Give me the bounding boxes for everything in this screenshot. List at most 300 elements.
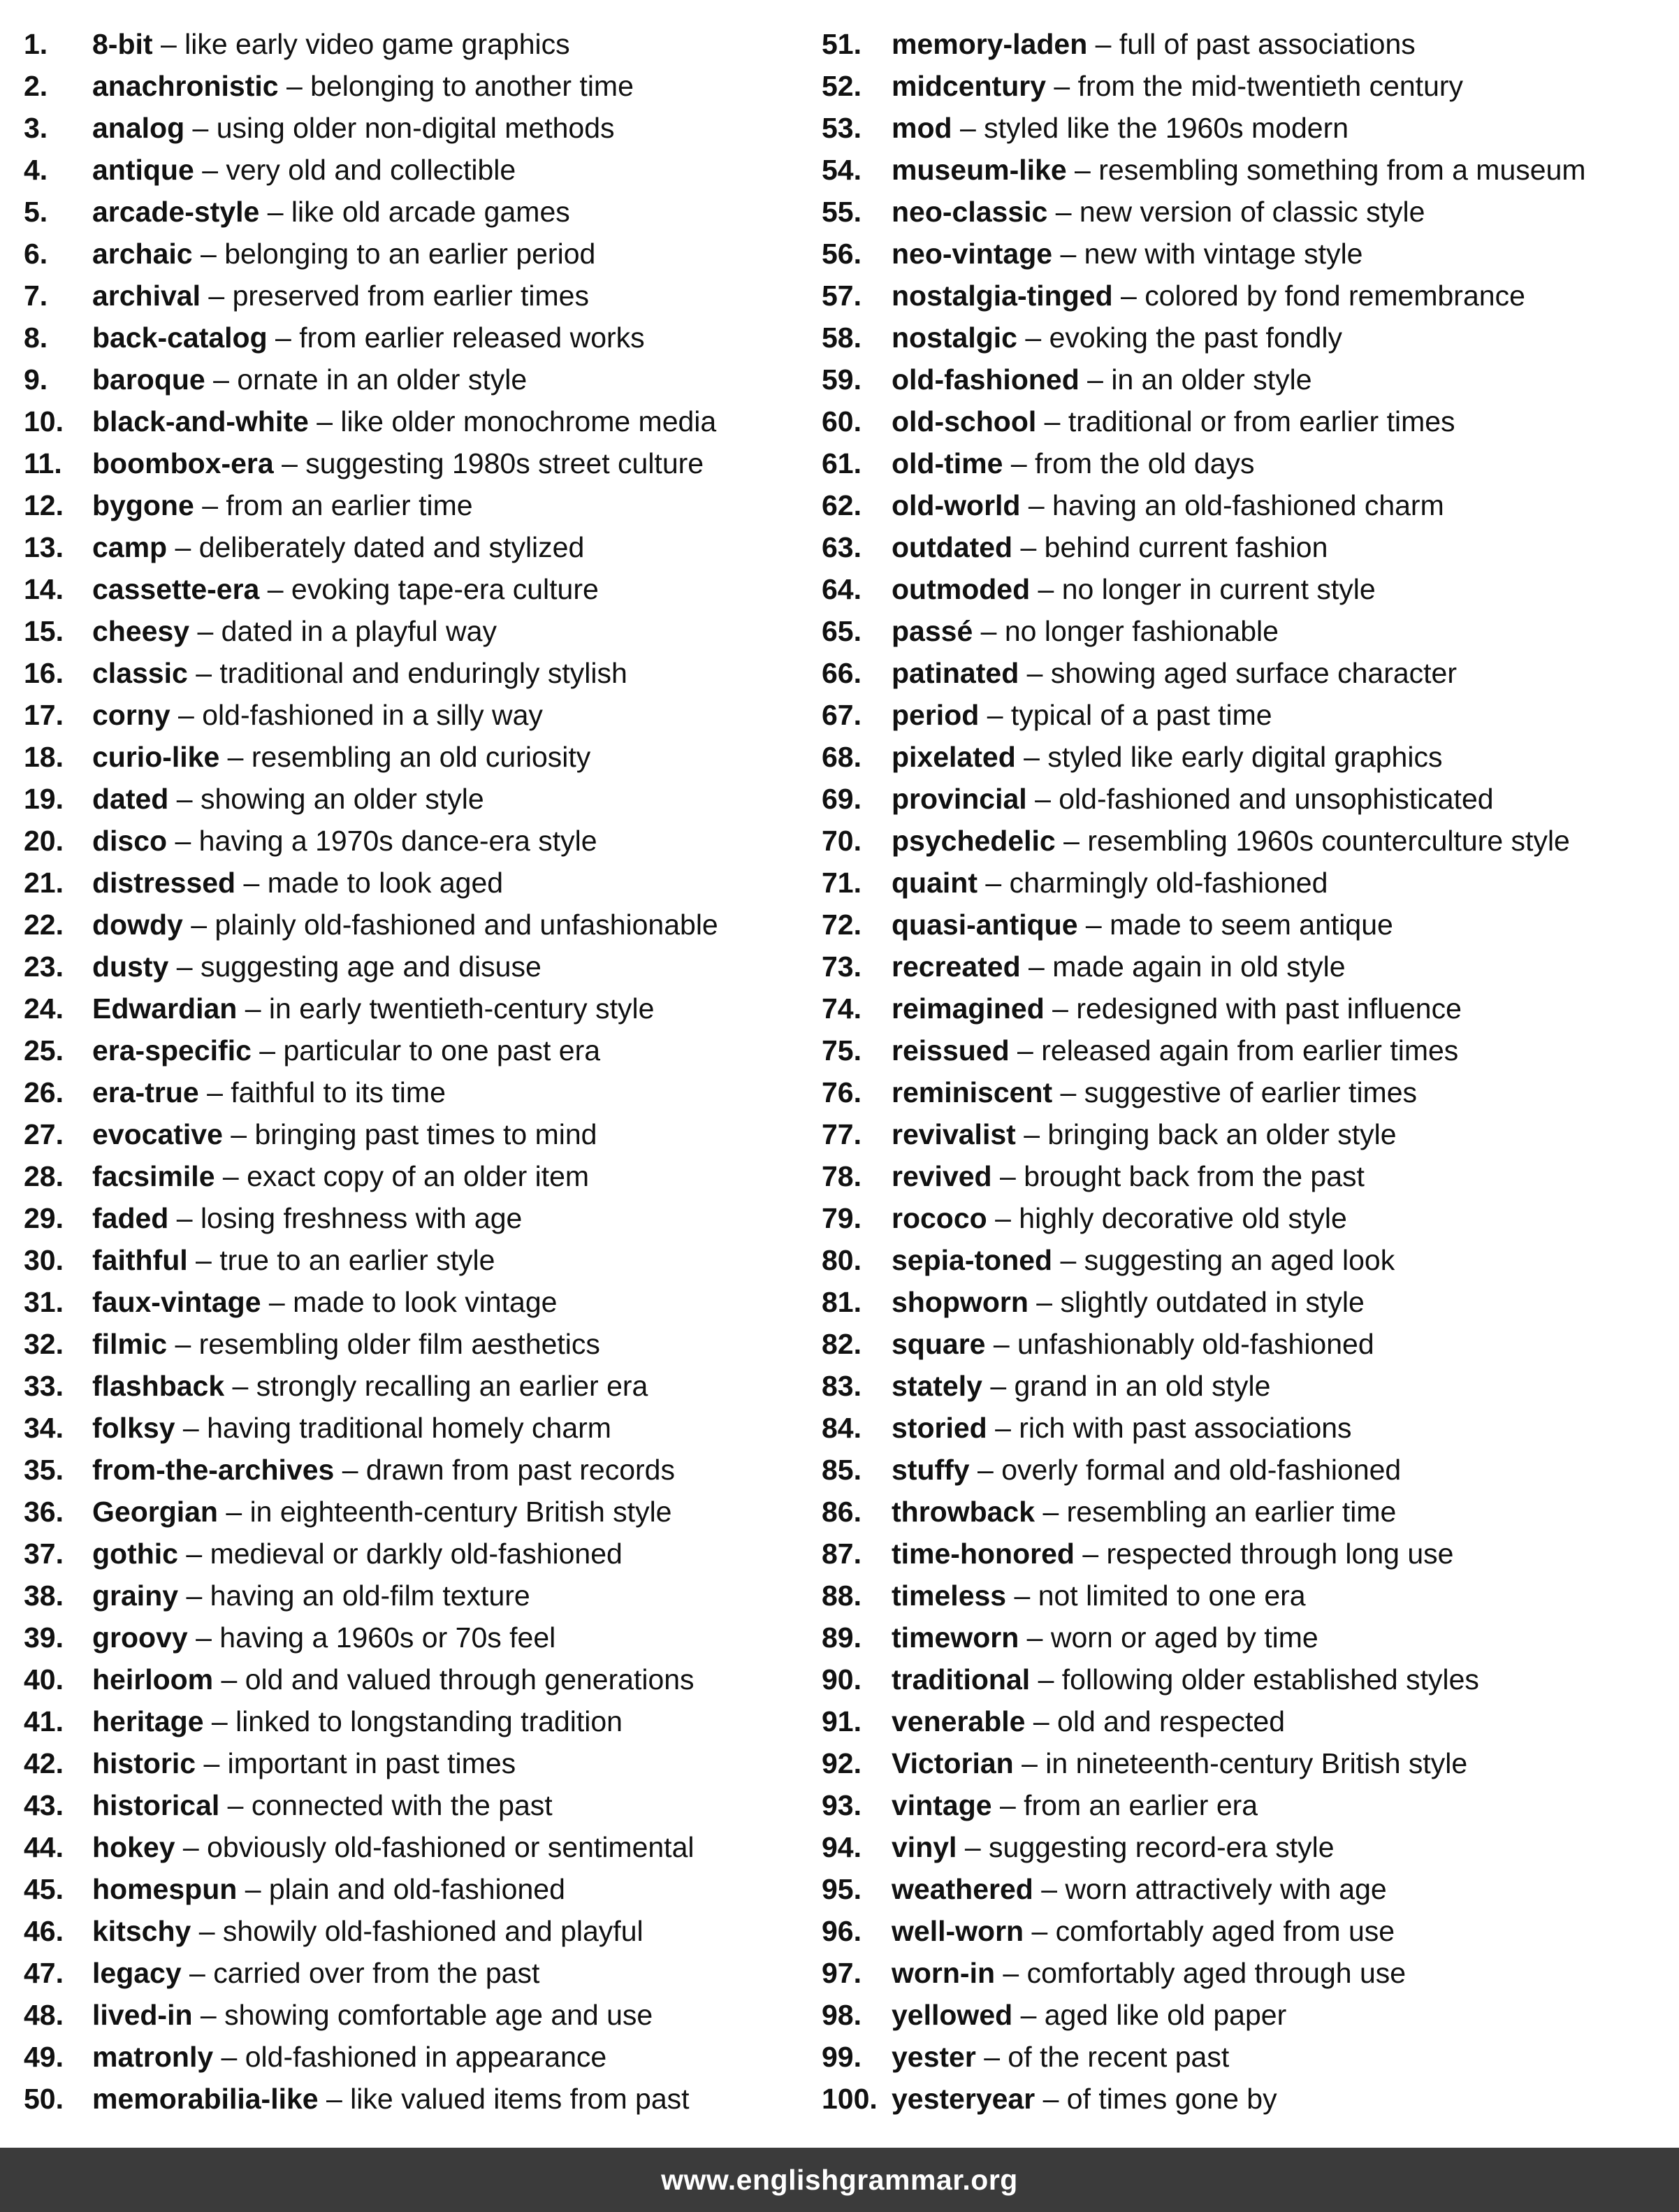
item-text — [892, 1994, 1286, 2036]
list-item — [822, 442, 1671, 484]
item-definition: – of the recent past — [975, 2041, 1230, 2073]
item-number: 39. — [24, 1621, 64, 1654]
item-term: folksy — [92, 1412, 175, 1444]
item-number: 20. — [24, 825, 64, 857]
list-item — [822, 275, 1671, 317]
item-text — [92, 400, 716, 442]
item-definition: – aged like old paper — [1012, 1999, 1287, 2031]
item-term: grainy — [92, 1580, 179, 1612]
list-item — [24, 484, 813, 526]
item-text — [892, 233, 1363, 275]
item-number: 61. — [822, 447, 862, 479]
list-item — [24, 652, 813, 694]
item-term: era-true — [92, 1076, 199, 1108]
item-text — [92, 275, 589, 317]
item-number: 85. — [822, 1454, 862, 1486]
item-number: 94. — [822, 1831, 862, 1863]
list-item — [822, 1575, 1671, 1617]
item-definition: – from earlier released works — [267, 321, 645, 354]
item-definition: – in nineteenth-century British style — [1013, 1747, 1468, 1779]
list-item — [24, 1113, 813, 1155]
item-term: passé — [892, 615, 973, 647]
item-number: 88. — [822, 1580, 862, 1612]
list-item — [24, 149, 813, 191]
list-item — [24, 1994, 813, 2036]
item-text — [92, 1281, 557, 1323]
list-item — [24, 1365, 813, 1407]
item-text — [892, 946, 1346, 988]
list-item — [24, 1239, 813, 1281]
list-item — [24, 23, 813, 65]
list-item — [24, 1575, 813, 1617]
item-term: worn-in — [892, 1957, 996, 1989]
item-definition: – styled like early digital graphics — [1015, 741, 1443, 773]
item-definition: – typical of a past time — [979, 699, 1272, 731]
item-term: analog — [92, 112, 185, 144]
item-definition: – made to seem antique — [1077, 909, 1393, 941]
item-term: baroque — [92, 363, 205, 396]
item-definition: – new with vintage style — [1052, 238, 1363, 270]
item-text — [892, 1617, 1318, 1658]
list-item — [24, 1784, 813, 1826]
item-number: 87. — [822, 1538, 862, 1570]
list-item — [822, 1323, 1671, 1365]
item-term: heirloom — [92, 1663, 214, 1696]
item-term: timeless — [892, 1580, 1007, 1612]
item-definition: – made again in old style — [1020, 950, 1346, 983]
list-item — [822, 652, 1671, 694]
item-number: 62. — [822, 489, 862, 521]
item-number: 65. — [822, 615, 862, 647]
item-number: 69. — [822, 783, 862, 815]
item-text — [892, 1071, 1417, 1113]
item-number: 7. — [24, 280, 48, 312]
list-item — [24, 946, 813, 988]
item-definition: – full of past associations — [1087, 28, 1416, 60]
item-text — [92, 65, 634, 107]
list-item — [24, 107, 813, 149]
item-number: 33. — [24, 1370, 64, 1402]
item-definition: – having an old-film texture — [178, 1580, 530, 1612]
item-number: 25. — [24, 1034, 64, 1067]
item-number: 36. — [24, 1496, 64, 1528]
item-definition: – suggestive of earlier times — [1052, 1076, 1418, 1108]
item-definition: – bringing back an older style — [1015, 1118, 1397, 1150]
list-item — [822, 1029, 1671, 1071]
item-term: corny — [92, 699, 170, 731]
item-text — [892, 820, 1570, 862]
list-item — [822, 904, 1671, 946]
item-definition: – having an old-fashioned charm — [1020, 489, 1444, 521]
item-number: 45. — [24, 1873, 64, 1905]
item-definition: – styled like the 1960s modern — [952, 112, 1349, 144]
item-term: dated — [92, 783, 169, 815]
item-definition: – old and valued through generations — [213, 1663, 695, 1696]
item-definition: – comfortably aged through use — [995, 1957, 1407, 1989]
list-item — [822, 107, 1671, 149]
item-definition: – behind current fashion — [1012, 531, 1328, 563]
item-text — [92, 2078, 690, 2120]
item-term: memory-laden — [892, 28, 1088, 60]
item-definition: – suggesting an aged look — [1052, 1244, 1395, 1276]
list-item — [24, 1952, 813, 1994]
item-definition: – medieval or darkly old-fashioned — [177, 1538, 623, 1570]
list-item — [24, 778, 813, 820]
list-item — [24, 359, 813, 400]
item-text — [92, 1449, 675, 1491]
item-term: rococo — [892, 1202, 987, 1234]
item-text — [92, 988, 654, 1029]
item-number: 37. — [24, 1538, 64, 1570]
item-definition: – from the old days — [1003, 447, 1255, 479]
item-number: 75. — [822, 1034, 862, 1067]
list-item — [822, 1365, 1671, 1407]
list-item — [822, 1113, 1671, 1155]
item-term: faithful — [92, 1244, 188, 1276]
item-term: from-the-archives — [92, 1454, 335, 1486]
list-item — [822, 1407, 1671, 1449]
item-number: 10. — [24, 405, 64, 438]
item-term: distressed — [92, 867, 236, 899]
item-text — [92, 191, 570, 233]
item-term: museum-like — [892, 154, 1067, 186]
item-term: legacy — [92, 1957, 182, 1989]
item-definition: – exact copy of an older item — [215, 1160, 590, 1192]
item-term: time-honored — [892, 1538, 1075, 1570]
list-item — [24, 1323, 813, 1365]
word-list-right-column — [822, 23, 1671, 2120]
item-definition: – showing comfortable age and use — [192, 1999, 653, 2031]
item-term: period — [892, 699, 980, 731]
list-item — [24, 1910, 813, 1952]
item-definition: – plain and old-fashioned — [237, 1873, 565, 1905]
item-number: 34. — [24, 1412, 64, 1444]
item-definition: – old-fashioned in a silly way — [170, 699, 543, 731]
list-item — [822, 317, 1671, 359]
item-term: reissued — [892, 1034, 1010, 1067]
item-number: 74. — [822, 992, 862, 1025]
footer-bar — [0, 2148, 1679, 2212]
item-number: 90. — [822, 1663, 862, 1696]
item-number: 31. — [24, 1286, 64, 1318]
item-text — [92, 1910, 644, 1952]
item-definition: – ornate in an older style — [205, 363, 528, 396]
item-number: 42. — [24, 1747, 64, 1779]
item-term: matronly — [92, 2041, 214, 2073]
item-definition: – old-fashioned and unsophisticated — [1026, 783, 1494, 815]
list-item — [24, 988, 813, 1029]
item-number: 8. — [24, 321, 48, 354]
item-text — [92, 1994, 653, 2036]
item-definition: – like older monochrome media — [308, 405, 717, 438]
list-item — [24, 694, 813, 736]
list-item — [24, 1617, 813, 1658]
item-text — [92, 1617, 555, 1658]
item-definition: – worn or aged by time — [1019, 1621, 1318, 1654]
item-text — [892, 1197, 1347, 1239]
item-definition: – traditional and enduringly stylish — [187, 657, 627, 689]
item-term: nostalgia-tinged — [892, 280, 1113, 312]
item-definition: – connected with the past — [219, 1789, 553, 1821]
item-number: 18. — [24, 741, 64, 773]
list-item — [822, 1868, 1671, 1910]
item-number: 21. — [24, 867, 64, 899]
item-term: quasi-antique — [892, 909, 1078, 941]
item-term: cassette-era — [92, 573, 260, 605]
item-text — [92, 317, 645, 359]
item-definition: – having traditional homely charm — [175, 1412, 611, 1444]
item-definition: – new version of classic style — [1047, 196, 1425, 228]
item-text — [92, 526, 584, 568]
list-item — [822, 1533, 1671, 1575]
list-item — [24, 526, 813, 568]
item-text — [892, 65, 1463, 107]
item-definition: – like early video game graphics — [152, 28, 570, 60]
list-item — [822, 820, 1671, 862]
item-text — [92, 1239, 495, 1281]
item-definition: – like valued items from past — [318, 2083, 690, 2115]
item-number: 96. — [822, 1915, 862, 1947]
item-definition: – not limited to one era — [1006, 1580, 1306, 1612]
item-text — [92, 107, 615, 149]
item-definition: – faithful to its time — [198, 1076, 446, 1108]
list-item — [24, 568, 813, 610]
list-item — [24, 2078, 813, 2120]
item-term: revived — [892, 1160, 992, 1192]
list-item — [24, 1407, 813, 1449]
item-number: 2. — [24, 70, 48, 102]
item-term: sepia-toned — [892, 1244, 1053, 1276]
list-item — [822, 778, 1671, 820]
item-number: 17. — [24, 699, 64, 731]
item-text — [892, 23, 1416, 65]
item-definition: – having a 1960s or 70s feel — [187, 1621, 556, 1654]
list-item — [24, 736, 813, 778]
list-item — [822, 1826, 1671, 1868]
item-number: 53. — [822, 112, 862, 144]
item-definition: – using older non-digital methods — [184, 112, 615, 144]
item-definition: – evoking tape-era culture — [259, 573, 599, 605]
word-list-left-column — [24, 23, 813, 2120]
item-number: 43. — [24, 1789, 64, 1821]
item-definition: – deliberately dated and stylized — [167, 531, 585, 563]
item-text — [892, 610, 1279, 652]
item-definition: – old and respected — [1025, 1705, 1285, 1737]
item-number: 24. — [24, 992, 64, 1025]
item-text — [892, 1281, 1365, 1323]
list-item — [822, 1784, 1671, 1826]
item-number: 78. — [822, 1160, 862, 1192]
item-definition: – rich with past associations — [987, 1412, 1352, 1444]
item-text — [92, 694, 543, 736]
item-number: 79. — [822, 1202, 862, 1234]
item-term: kitschy — [92, 1915, 191, 1947]
item-term: historic — [92, 1747, 196, 1779]
list-item — [822, 568, 1671, 610]
item-text — [92, 610, 497, 652]
item-definition: – in early twentieth-century style — [237, 992, 655, 1025]
item-definition: – released again from earlier times — [1009, 1034, 1459, 1067]
item-text — [892, 778, 1494, 820]
list-item — [822, 1491, 1671, 1533]
list-item — [24, 1826, 813, 1868]
item-number: 38. — [24, 1580, 64, 1612]
item-number: 41. — [24, 1705, 64, 1737]
item-text — [892, 1700, 1285, 1742]
item-text — [892, 736, 1442, 778]
item-text — [92, 1491, 671, 1533]
item-term: heritage — [92, 1705, 204, 1737]
item-term: historical — [92, 1789, 220, 1821]
item-term: homespun — [92, 1873, 238, 1905]
list-item — [24, 1155, 813, 1197]
item-term: midcentury — [892, 70, 1046, 102]
item-term: patinated — [892, 657, 1019, 689]
item-number: 80. — [822, 1244, 862, 1276]
item-text — [892, 317, 1342, 359]
item-number: 89. — [822, 1621, 862, 1654]
list-item — [24, 904, 813, 946]
list-item — [24, 1742, 813, 1784]
item-number: 66. — [822, 657, 862, 689]
list-item — [822, 946, 1671, 988]
item-text — [892, 652, 1457, 694]
item-number: 12. — [24, 489, 64, 521]
list-item — [822, 1994, 1671, 2036]
item-definition: – showily old-fashioned and playful — [191, 1915, 644, 1947]
item-text — [892, 1155, 1365, 1197]
item-number: 16. — [24, 657, 64, 689]
item-definition: – slightly outdated in style — [1028, 1286, 1365, 1318]
item-text — [892, 568, 1376, 610]
item-number: 5. — [24, 196, 48, 228]
item-term: weathered — [892, 1873, 1033, 1905]
item-term: Victorian — [892, 1747, 1014, 1779]
item-text — [892, 1449, 1401, 1491]
item-term: neo-classic — [892, 196, 1048, 228]
item-text — [92, 946, 542, 988]
item-definition: – dated in a playful way — [189, 615, 497, 647]
list-item — [24, 442, 813, 484]
item-text — [92, 778, 484, 820]
item-text — [892, 1826, 1335, 1868]
item-text — [92, 652, 627, 694]
item-number: 11. — [24, 447, 62, 479]
item-term: hokey — [92, 1831, 175, 1863]
item-number: 3. — [24, 112, 48, 144]
item-number: 82. — [822, 1328, 862, 1360]
item-term: evocative — [92, 1118, 223, 1150]
item-term: outmoded — [892, 573, 1031, 605]
item-text — [892, 1533, 1453, 1575]
item-number: 54. — [822, 154, 862, 186]
item-definition: – carried over from the past — [181, 1957, 540, 1989]
item-number: 14. — [24, 573, 64, 605]
item-text — [92, 1784, 553, 1826]
item-term: recreated — [892, 950, 1021, 983]
item-text — [892, 862, 1328, 904]
item-text — [892, 1365, 1270, 1407]
item-term: mod — [892, 112, 952, 144]
item-number: 22. — [24, 909, 64, 941]
item-text — [92, 359, 527, 400]
item-term: well-worn — [892, 1915, 1024, 1947]
item-term: quaint — [892, 867, 977, 899]
item-number: 29. — [24, 1202, 64, 1234]
list-item — [822, 736, 1671, 778]
item-definition: – having a 1970s dance-era style — [167, 825, 597, 857]
item-definition: – linked to longstanding tradition — [203, 1705, 623, 1737]
item-number: 100. — [822, 2083, 878, 2115]
item-definition: – strongly recalling an earlier era — [224, 1370, 648, 1402]
item-number: 55. — [822, 196, 862, 228]
item-number: 59. — [822, 363, 862, 396]
item-term: Edwardian — [92, 992, 238, 1025]
item-definition: – suggesting record-era style — [957, 1831, 1335, 1863]
item-number: 64. — [822, 573, 862, 605]
item-term: storied — [892, 1412, 987, 1444]
item-number: 95. — [822, 1873, 862, 1905]
item-term: anachronistic — [92, 70, 279, 102]
item-number: 48. — [24, 1999, 64, 2031]
item-text — [892, 191, 1425, 233]
item-definition: – in an older style — [1079, 363, 1312, 396]
item-number: 92. — [822, 1747, 862, 1779]
item-term: yellowed — [892, 1999, 1013, 2031]
item-number: 56. — [822, 238, 862, 270]
item-term: dusty — [92, 950, 169, 983]
list-item — [822, 484, 1671, 526]
item-term: faded — [92, 1202, 169, 1234]
item-term: shopworn — [892, 1286, 1029, 1318]
list-item — [822, 1197, 1671, 1239]
item-definition: – charmingly old-fashioned — [977, 867, 1328, 899]
list-item — [822, 1155, 1671, 1197]
list-item — [822, 23, 1671, 65]
item-number: 76. — [822, 1076, 862, 1108]
item-number: 46. — [24, 1915, 64, 1947]
item-text — [92, 1952, 539, 1994]
list-item — [822, 149, 1671, 191]
item-term: old-world — [892, 489, 1021, 521]
item-term: faux-vintage — [92, 1286, 261, 1318]
item-definition: – unfashionably old-fashioned — [985, 1328, 1374, 1360]
list-item — [24, 65, 813, 107]
item-definition: – following older established styles — [1030, 1663, 1479, 1696]
item-text — [892, 2036, 1229, 2078]
list-item — [822, 862, 1671, 904]
item-definition: – obviously old-fashioned or sentimental — [175, 1831, 695, 1863]
item-text — [892, 1658, 1479, 1700]
item-text — [892, 1575, 1306, 1617]
item-term: venerable — [892, 1705, 1026, 1737]
item-number: 86. — [822, 1496, 862, 1528]
item-term: revivalist — [892, 1118, 1016, 1150]
item-term: stately — [892, 1370, 982, 1402]
item-number: 84. — [822, 1412, 862, 1444]
list-item — [822, 65, 1671, 107]
item-term: traditional — [892, 1663, 1031, 1696]
item-term: curio-like — [92, 741, 220, 773]
list-item — [24, 317, 813, 359]
item-number: 27. — [24, 1118, 64, 1150]
list-item — [822, 2036, 1671, 2078]
item-term: memorabilia-like — [92, 2083, 319, 2115]
item-definition: – old-fashioned in appearance — [213, 2041, 607, 2073]
list-item — [24, 1868, 813, 1910]
item-definition: – highly decorative old style — [987, 1202, 1347, 1234]
item-text — [892, 1952, 1406, 1994]
